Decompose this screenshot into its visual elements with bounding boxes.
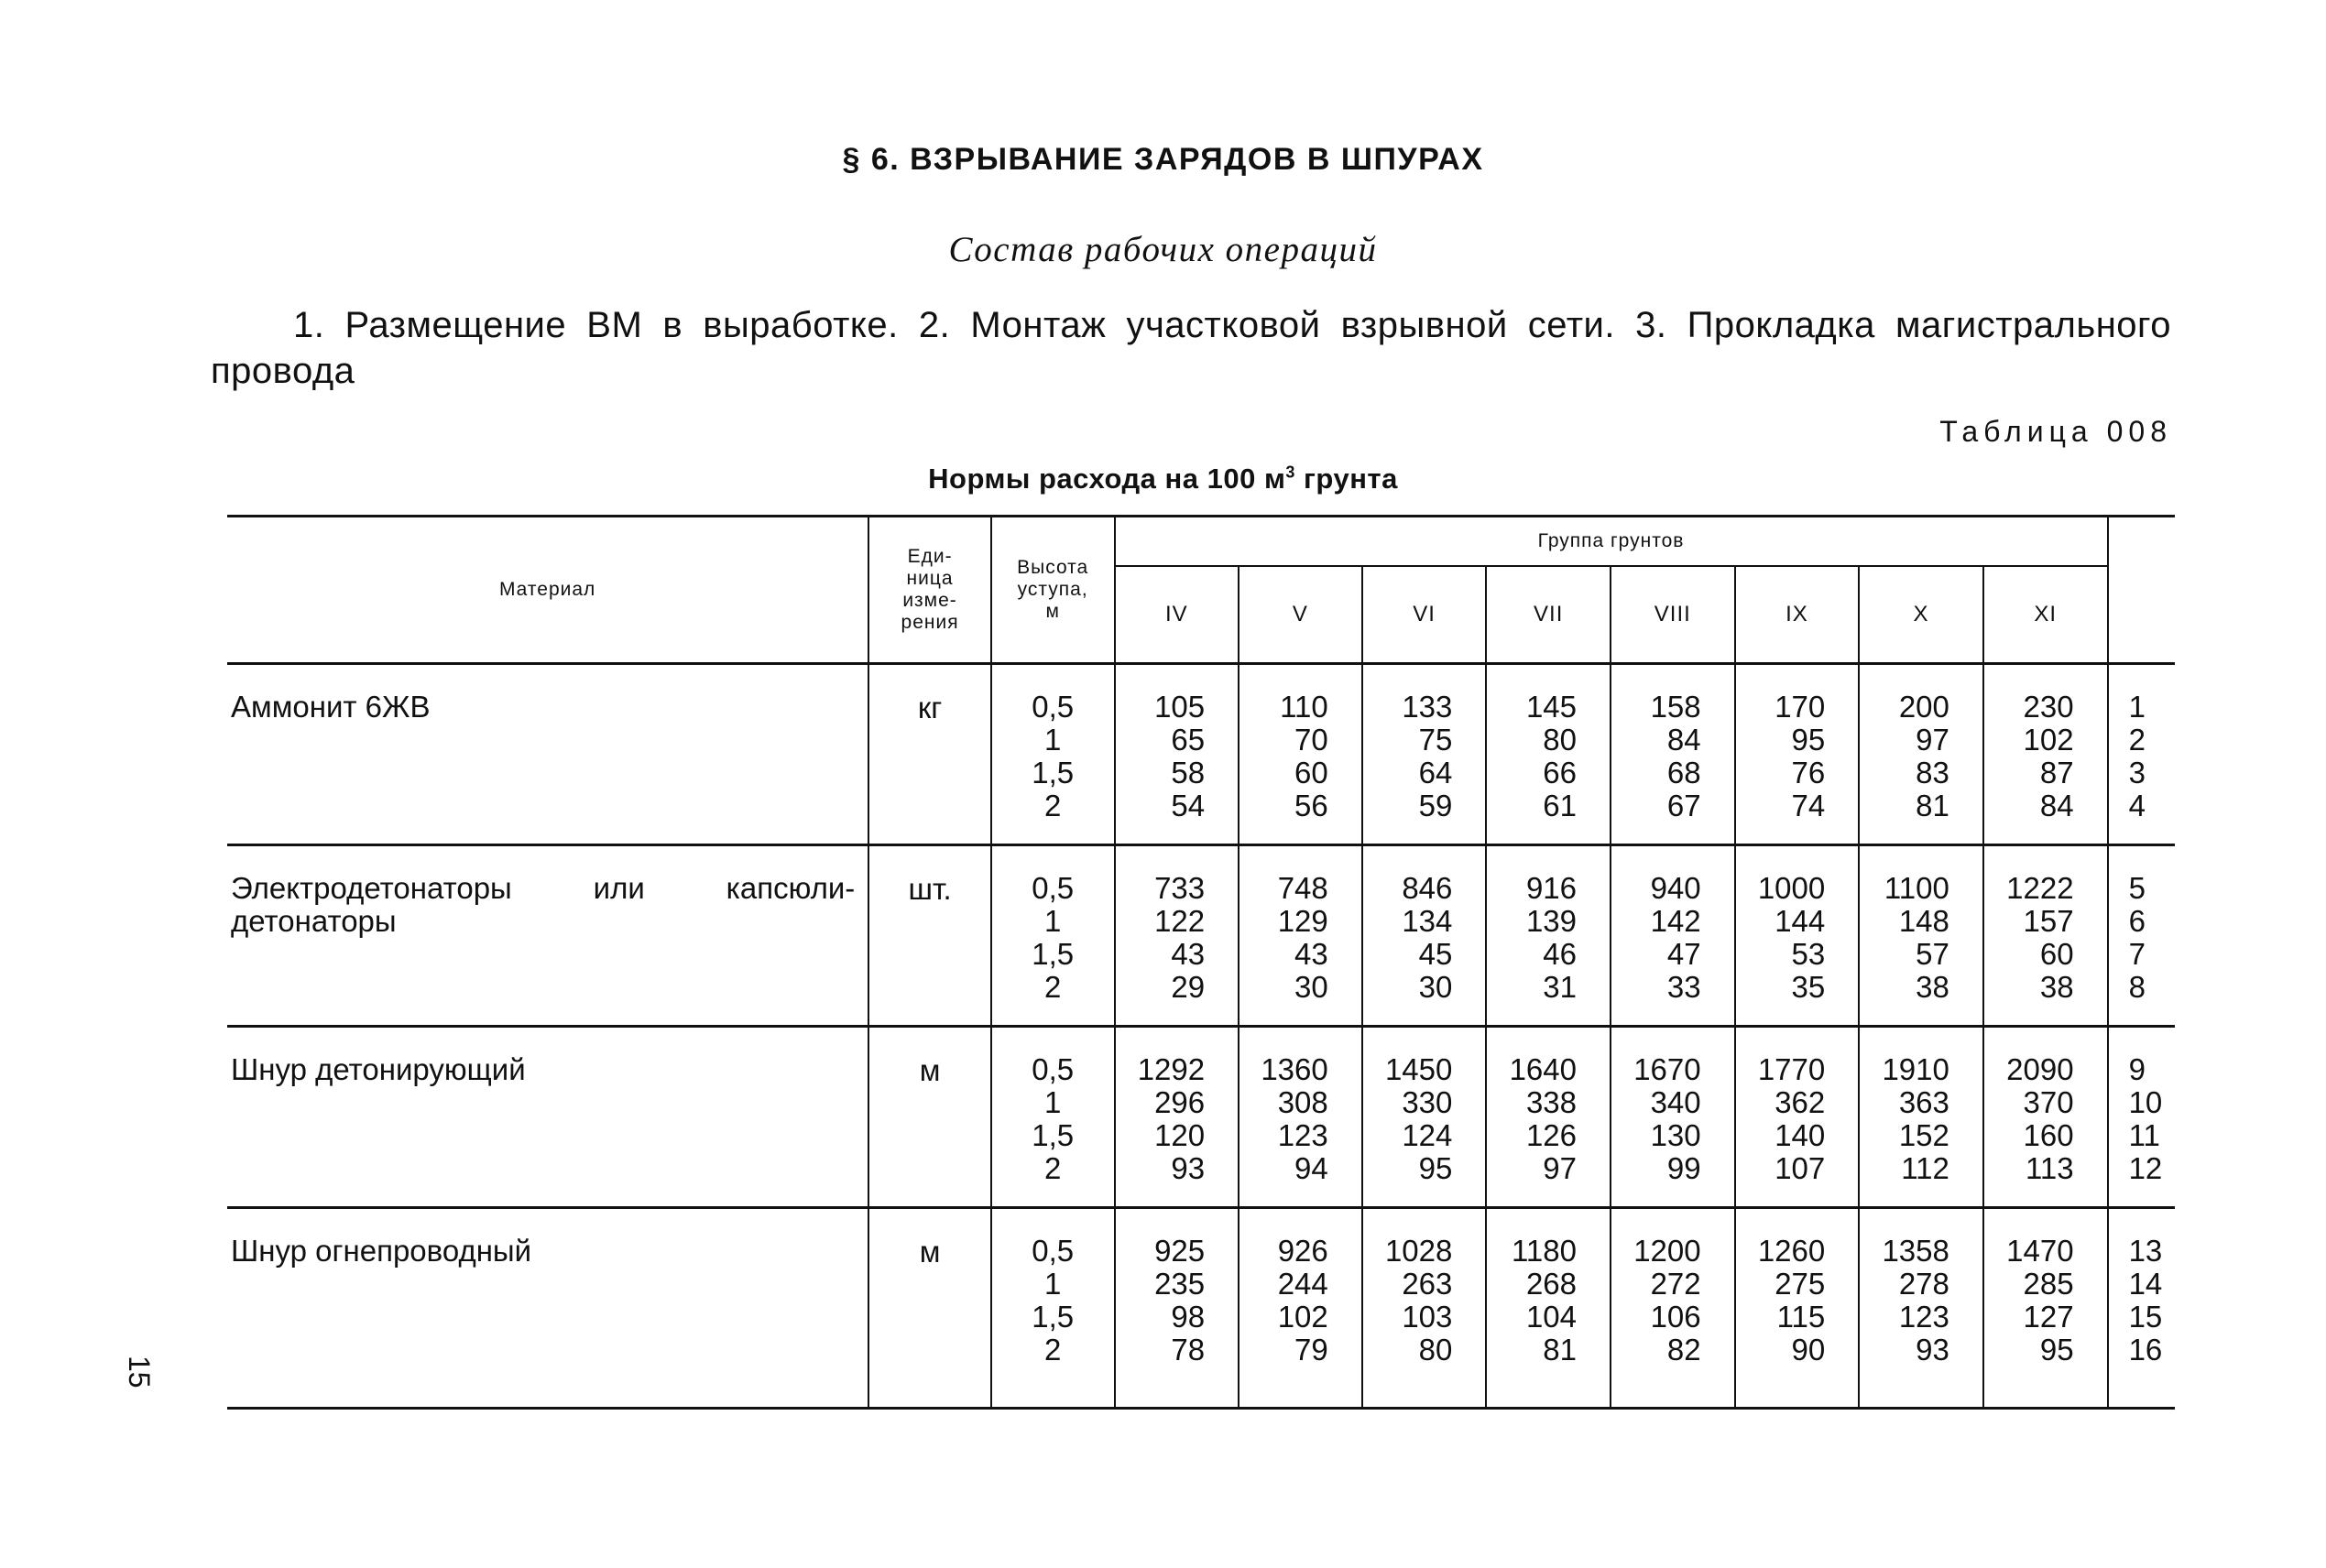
norm-value: 133: [1402, 690, 1453, 724]
norm-value: 134: [1402, 904, 1453, 938]
row-number: 3: [2128, 756, 2146, 789]
norm-value: 926: [1277, 1234, 1328, 1268]
norm-value: 90: [1791, 1333, 1826, 1367]
norm-value: 148: [1898, 904, 1949, 938]
norm-value: 60: [1294, 756, 1328, 789]
norm-value: 1910: [1882, 1052, 1949, 1086]
norm-value: 98: [1171, 1300, 1206, 1334]
header-height-line: м: [1045, 601, 1060, 622]
norm-value: 59: [1418, 789, 1453, 822]
norm-value: 75: [1418, 723, 1453, 757]
header-row-number: [2108, 517, 2175, 664]
norm-value: 1260: [1757, 1234, 1826, 1268]
header-group-viii: VIII: [1611, 566, 1735, 664]
norm-value: 120: [1154, 1118, 1206, 1152]
header-height-line: Высота: [1017, 557, 1089, 578]
norm-value: 124: [1402, 1118, 1453, 1152]
header-group-x: X: [1859, 566, 1983, 664]
header-group-vii: VII: [1486, 566, 1611, 664]
header-group-vi: VI: [1362, 566, 1487, 664]
height-value: 0,5: [1032, 1234, 1075, 1268]
norm-value: 33: [1666, 970, 1701, 1004]
norm-value: 123: [1898, 1300, 1949, 1334]
height-value: 0,5: [1032, 1052, 1075, 1086]
norm-value: 157: [2023, 904, 2074, 938]
norm-value: 1770: [1757, 1052, 1826, 1086]
norm-value: 115: [1776, 1300, 1826, 1334]
norm-value: 272: [1650, 1267, 1701, 1301]
value-cell: [1983, 845, 2108, 1027]
value-cell: [1735, 664, 1860, 845]
table-body: [227, 664, 2175, 1409]
row-number-cell: [2108, 1027, 2175, 1208]
norm-value: 84: [2039, 789, 2074, 822]
norm-value: 95: [1418, 1151, 1453, 1185]
norm-value: 846: [1402, 871, 1453, 905]
height-cell: [991, 845, 1115, 1027]
norm-value: 1222: [2006, 871, 2074, 905]
header-group-xi: XI: [1983, 566, 2108, 664]
value-cell: [1362, 845, 1487, 1027]
row-number: 15: [2128, 1300, 2163, 1334]
norm-value: 107: [1775, 1151, 1826, 1185]
norm-value: 43: [1294, 937, 1328, 971]
height-value: 0,5: [1032, 871, 1075, 905]
norm-value: 110: [1280, 690, 1328, 724]
value-cell: [1983, 664, 2108, 845]
norm-value: 1470: [2006, 1234, 2074, 1268]
norm-value: 47: [1666, 937, 1701, 971]
table-row: [227, 664, 2175, 845]
norm-value: 170: [1775, 690, 1826, 724]
norm-value: 45: [1418, 937, 1453, 971]
norm-value: 1450: [1384, 1052, 1453, 1086]
unit-cell: шт.: [868, 845, 991, 1027]
row-number: 1: [2128, 690, 2146, 724]
norm-value: 916: [1525, 871, 1577, 905]
norm-value: 56: [1294, 789, 1328, 822]
norm-value: 93: [1916, 1333, 1949, 1367]
norm-value: 65: [1171, 723, 1206, 757]
norm-value: 129: [1277, 904, 1328, 938]
header-group-iv: IV: [1115, 566, 1239, 664]
header-material: Материал: [227, 517, 868, 664]
subtitle: Состав рабочих операций: [948, 230, 1378, 269]
header-height: [991, 517, 1115, 664]
norm-value: 38: [1916, 970, 1949, 1004]
value-cell: [1486, 664, 1611, 845]
norm-value: 1358: [1882, 1234, 1949, 1268]
norm-value: 1028: [1384, 1234, 1453, 1268]
value-cell: [1859, 845, 1983, 1027]
norm-value: 95: [1791, 723, 1826, 757]
value-cell: [1362, 664, 1487, 845]
norm-value: 67: [1666, 789, 1701, 822]
header-group-ix: IX: [1735, 566, 1860, 664]
norm-value: 61: [1543, 789, 1577, 822]
row-number: 14: [2128, 1267, 2163, 1301]
material-cell: [227, 1027, 868, 1208]
norm-value: 54: [1171, 789, 1206, 822]
norm-value: 58: [1171, 756, 1206, 789]
norm-value: 30: [1418, 970, 1453, 1004]
value-cell: [1239, 845, 1362, 1027]
norm-value: 43: [1171, 937, 1206, 971]
header-unit-line: рения: [901, 612, 959, 633]
height-value: 2: [1044, 970, 1062, 1004]
header-group-v: V: [1239, 566, 1362, 664]
norm-value: 122: [1154, 904, 1206, 938]
value-cell: [1859, 1027, 1983, 1208]
section-title: § 6. ВЗРЫВАНИЕ ЗАРЯДОВ В ШПУРАХ: [842, 142, 1484, 177]
row-number: 7: [2128, 937, 2146, 971]
norm-value: 94: [1294, 1151, 1328, 1185]
height-value: 1,5: [1032, 937, 1075, 971]
norm-value: 160: [2023, 1118, 2074, 1152]
norm-value: 102: [1277, 1300, 1328, 1334]
norm-value: 87: [2039, 756, 2074, 789]
value-cell: [1239, 664, 1362, 845]
height-value: 0,5: [1032, 690, 1075, 724]
height-value: 2: [1044, 1333, 1062, 1367]
value-cell: [1735, 1027, 1860, 1208]
norm-value: 144: [1775, 904, 1826, 938]
norm-value: 31: [1543, 970, 1577, 1004]
table-caption-text: Нормы расхода на 100 м: [928, 463, 1286, 495]
table-caption-tail: грунта: [1294, 463, 1398, 495]
value-cell: [1611, 845, 1735, 1027]
row-number: 9: [2128, 1052, 2146, 1086]
row-number: 2: [2128, 723, 2146, 757]
norm-value: 112: [1901, 1151, 1949, 1185]
norm-value: 97: [1916, 723, 1949, 757]
value-cell: [1115, 1208, 1239, 1409]
value-cell: [1486, 1027, 1611, 1208]
unit-cell: м: [868, 1208, 991, 1409]
norm-value: 78: [1171, 1333, 1206, 1367]
value-cell: [1859, 1208, 1983, 1409]
norm-value: 105: [1154, 690, 1206, 724]
norm-value: 130: [1650, 1118, 1701, 1152]
norm-value: 1360: [1261, 1052, 1328, 1086]
norm-value: 278: [1898, 1267, 1949, 1301]
height-cell: [991, 664, 1115, 845]
norm-value: 84: [1666, 723, 1701, 757]
norm-value: 145: [1525, 690, 1577, 724]
norm-value: 370: [2023, 1085, 2074, 1119]
norm-value: 29: [1171, 970, 1206, 1004]
norm-value: 1000: [1757, 871, 1826, 905]
value-cell: [1611, 1027, 1735, 1208]
value-cell: [1735, 1208, 1860, 1409]
norm-value: 1180: [1512, 1234, 1577, 1268]
norm-value: 103: [1402, 1300, 1453, 1334]
row-number-cell: [2108, 664, 2175, 845]
table-row: [227, 1208, 2175, 1409]
norm-value: 152: [1898, 1118, 1949, 1152]
norm-value: 66: [1543, 756, 1577, 789]
table-row: [227, 1027, 2175, 1208]
material-cell: [227, 845, 868, 1027]
row-number: 11: [2128, 1118, 2160, 1152]
height-value: 1: [1044, 1085, 1062, 1119]
norm-value: 64: [1418, 756, 1453, 789]
height-value: 1,5: [1032, 1300, 1075, 1334]
value-cell: [1983, 1027, 2108, 1208]
value-cell: [1362, 1027, 1487, 1208]
norm-value: 106: [1650, 1300, 1701, 1334]
norm-value: 127: [2023, 1300, 2074, 1334]
header-unit-line: ница: [906, 568, 954, 589]
header-unit-line: изме-: [902, 590, 957, 611]
norm-value: 68: [1666, 756, 1701, 789]
material-name: Шнур огнепроводный: [231, 1234, 532, 1268]
value-cell: [1486, 845, 1611, 1027]
value-cell: [1735, 845, 1860, 1027]
norm-value: 1670: [1633, 1052, 1701, 1086]
norm-value: 733: [1154, 871, 1206, 905]
height-value: 1,5: [1032, 756, 1075, 789]
value-cell: [1362, 1208, 1487, 1409]
norm-value: 99: [1666, 1151, 1701, 1185]
norm-value: 200: [1898, 690, 1949, 724]
norm-value: 140: [1775, 1118, 1826, 1152]
value-cell: [1611, 664, 1735, 845]
unit-cell: кг: [868, 664, 991, 845]
norm-value: 142: [1650, 904, 1701, 938]
material-name: Аммонит 6ЖВ: [231, 690, 431, 724]
row-number: 13: [2128, 1234, 2163, 1268]
norm-value: 80: [1418, 1333, 1453, 1367]
table-caption: [0, 463, 2326, 495]
material-cell: [227, 664, 868, 845]
norm-value: 338: [1525, 1085, 1577, 1119]
height-value: 1: [1044, 904, 1062, 938]
norm-value: 308: [1277, 1085, 1328, 1119]
norm-value: 57: [1916, 937, 1949, 971]
table-caption-superscript: 3: [1285, 463, 1295, 482]
norm-value: 70: [1294, 723, 1328, 757]
norms-table: [227, 515, 2175, 1410]
norm-value: 285: [2023, 1267, 2074, 1301]
height-cell: [991, 1027, 1115, 1208]
operations-text: 1. Размещение ВМ в выработке. 2. Монтаж участковой взрывной сети. 3. Прокладка магистрального провода: [211, 305, 2171, 391]
norm-value: 95: [2039, 1333, 2074, 1367]
value-cell: [1983, 1208, 2108, 1409]
material-cell: [227, 1208, 868, 1409]
norm-value: 362: [1775, 1085, 1826, 1119]
norm-value: 102: [2023, 723, 2074, 757]
norm-value: 76: [1791, 756, 1826, 789]
height-cell: [991, 1208, 1115, 1409]
norm-value: 1200: [1633, 1234, 1701, 1268]
value-cell: [1115, 845, 1239, 1027]
norm-value: 80: [1543, 723, 1577, 757]
norm-value: 104: [1525, 1300, 1577, 1334]
table-row: [227, 845, 2175, 1027]
page-number: 15: [123, 1356, 156, 1388]
norm-value: 275: [1775, 1267, 1826, 1301]
norm-value: 268: [1525, 1267, 1577, 1301]
height-value: 2: [1044, 1151, 1062, 1185]
height-value: 1: [1044, 1267, 1062, 1301]
value-cell: [1486, 1208, 1611, 1409]
row-number: 5: [2128, 871, 2146, 905]
norm-value: 123: [1277, 1118, 1328, 1152]
norm-value: 38: [2039, 970, 2074, 1004]
norm-value: 97: [1543, 1151, 1577, 1185]
norm-value: 113: [2025, 1151, 2074, 1185]
norm-value: 296: [1154, 1085, 1206, 1119]
value-cell: [1239, 1208, 1362, 1409]
header-soil-group: Группа грунтов: [1115, 517, 2108, 567]
value-cell: [1859, 664, 1983, 845]
norm-value: 340: [1650, 1085, 1701, 1119]
norm-value: 79: [1294, 1333, 1328, 1367]
norm-value: 748: [1277, 871, 1328, 905]
norm-value: 1100: [1884, 871, 1949, 905]
value-cell: [1611, 1208, 1735, 1409]
row-number: 16: [2128, 1333, 2163, 1367]
norm-value: 330: [1402, 1085, 1453, 1119]
row-number: 10: [2128, 1085, 2163, 1119]
row-number-cell: [2108, 1208, 2175, 1409]
row-number: 4: [2128, 789, 2146, 822]
norm-value: 244: [1277, 1267, 1328, 1301]
header-unit-line: Еди-: [907, 546, 953, 567]
norm-value: 925: [1154, 1234, 1206, 1268]
norm-value: 2090: [2006, 1052, 2074, 1086]
norm-value: 263: [1402, 1267, 1453, 1301]
norm-value: 81: [1543, 1333, 1577, 1367]
norm-value: 81: [1916, 789, 1949, 822]
norm-value: 940: [1650, 871, 1701, 905]
row-number: 8: [2128, 970, 2146, 1004]
row-number-cell: [2108, 845, 2175, 1027]
norm-value: 158: [1650, 690, 1701, 724]
row-number: 12: [2128, 1151, 2163, 1185]
material-name: Шнур детонирующий: [231, 1052, 526, 1086]
height-value: 1,5: [1032, 1118, 1075, 1152]
norm-value: 230: [2023, 690, 2074, 724]
norm-value: 30: [1294, 970, 1328, 1004]
norm-value: 46: [1543, 937, 1577, 971]
value-cell: [1115, 1027, 1239, 1208]
table-label: Таблица 008: [1939, 415, 2172, 448]
norm-value: 35: [1791, 970, 1826, 1004]
row-number: 6: [2128, 904, 2146, 938]
height-value: 2: [1044, 789, 1062, 822]
norm-value: 60: [2039, 937, 2074, 971]
norm-value: 93: [1171, 1151, 1206, 1185]
norm-value: 139: [1525, 904, 1577, 938]
norm-value: 82: [1666, 1333, 1701, 1367]
value-cell: [1239, 1027, 1362, 1208]
norm-value: 235: [1154, 1267, 1206, 1301]
unit-cell: м: [868, 1027, 991, 1208]
norm-value: 74: [1791, 789, 1826, 822]
norm-value: 1640: [1509, 1052, 1577, 1086]
material-name: Электродетонаторы или капсюли-детонаторы: [231, 871, 856, 938]
height-value: 1: [1044, 723, 1062, 757]
header-unit: [868, 517, 991, 664]
norm-value: 53: [1791, 937, 1826, 971]
norm-value: 363: [1898, 1085, 1949, 1119]
norm-value: 126: [1525, 1118, 1577, 1152]
header-height-line: уступа,: [1017, 579, 1088, 600]
value-cell: [1115, 664, 1239, 845]
norm-value: 1292: [1137, 1052, 1206, 1086]
norm-value: 83: [1916, 756, 1949, 789]
